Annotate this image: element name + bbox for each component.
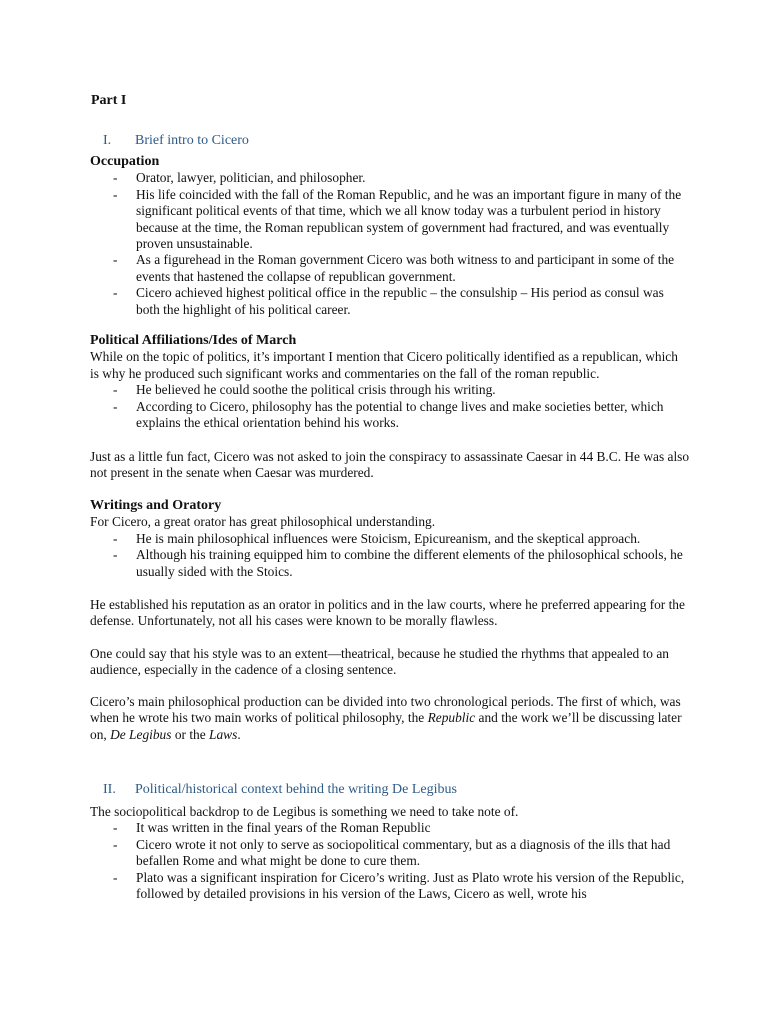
list-item: - He is main philosophical influences were Stoicism, Epicureanism, and the skeptical approach. (90, 531, 690, 547)
style-text: One could say that his style was to an extent—theatrical, because he studied the rhythms that appealed to an audience, especially in the cadence of a closing sentence. (90, 646, 669, 678)
list-item: - It was written in the final years of the Roman Republic (90, 820, 690, 836)
political-intro: While on the topic of politics, it’s important I mention that Cicero politically identified as a republican, which is why he produced such significant works and commentaries on the fall of the roman republic. (90, 349, 678, 381)
laws-title: Laws (209, 726, 238, 742)
context-block (90, 804, 690, 902)
fun-fact-paragraph (90, 449, 690, 482)
section-number: I. (103, 133, 112, 148)
writings-list (90, 531, 690, 580)
production-paragraph (90, 694, 690, 743)
writings-block (90, 498, 690, 580)
occupation-heading: Occupation (90, 154, 160, 169)
section-number: II. (103, 782, 116, 797)
republic-title: Republic (427, 710, 476, 726)
list-item: - Orator, lawyer, politician, and philosopher. (90, 170, 690, 186)
production-text (90, 694, 690, 743)
writings-heading: Writings and Oratory (90, 498, 222, 513)
list-item: - As a figurehead in the Roman government Cicero was both witness to and participant in some of the events that hastened the collapse of republican government. (90, 252, 690, 285)
list-item: - Cicero achieved highest political office in the republic – the consulship – His period as consul was both the highlight of his political career. (90, 285, 690, 318)
political-heading: Political Affiliations/Ides of March (90, 333, 297, 348)
section-heading-1 (103, 133, 249, 149)
list-item: - He believed he could soothe the political crisis through his writing. (90, 382, 690, 398)
section-heading-2 (103, 782, 457, 798)
political-block (90, 333, 690, 431)
list-item: - His life coincided with the fall of the Roman Republic, and he was an important figure in many of the significant political events of that time, which we all know today was a turbulent period in history because at the time, the Roman republican system of government had fractured, and was eventually proven unsustainable. (90, 187, 690, 253)
part-title: Part I (91, 93, 127, 108)
text-run: . (237, 726, 241, 742)
section-title: Political/historical context behind the writing De Legibus (135, 782, 457, 797)
occupation-block (90, 154, 690, 318)
writings-intro: For Cicero, a great orator has great philosophical understanding. (90, 514, 436, 530)
style-paragraph (90, 646, 690, 679)
fun-fact-text: Just as a little fun fact, Cicero was not asked to join the conspiracy to assassinate Caesar in 44 B.C. He was also not present in the senate when Caesar was murdered. (90, 449, 690, 481)
text-run: Cicero’s main philosophical production can be divided into two chronological periods. The first of which, was when he wrote his two main works of political philosophy, the (90, 694, 681, 726)
context-list (90, 820, 690, 902)
text-run: or the (171, 726, 210, 742)
context-intro: The sociopolitical backdrop to de Legibus is something we need to take note of. (90, 804, 519, 819)
list-item: - Although his training equipped him to combine the different elements of the philosophical schools, he usually sided with the Stoics. (90, 547, 690, 580)
list-item: - Plato was a significant inspiration for Cicero’s writing. Just as Plato wrote his version of the Republic, followed by detailed provisions in his version of the Laws, Cicero as well, wrote his (90, 870, 690, 903)
list-item: - Cicero wrote it not only to serve as sociopolitical commentary, but as a diagnosis of the ills that had befallen Rome and what might be done to cure them. (90, 837, 690, 870)
text-run: and the work we’ll be discussing later on, (90, 710, 682, 742)
list-item: - According to Cicero, philosophy has the potential to change lives and make societies better, which explains the ethical orientation behind his works. (90, 399, 690, 432)
reputation-paragraph (90, 597, 690, 630)
reputation-text: He established his reputation as an orator in politics and in the law courts, where he preferred appearing for the defense. Unfortunately, not all his cases were known to be morally flawless. (90, 597, 685, 629)
de-legibus-title: De Legibus (110, 726, 172, 742)
occupation-list (90, 170, 690, 318)
political-list (90, 382, 690, 431)
section-title: Brief intro to Cicero (135, 133, 249, 148)
